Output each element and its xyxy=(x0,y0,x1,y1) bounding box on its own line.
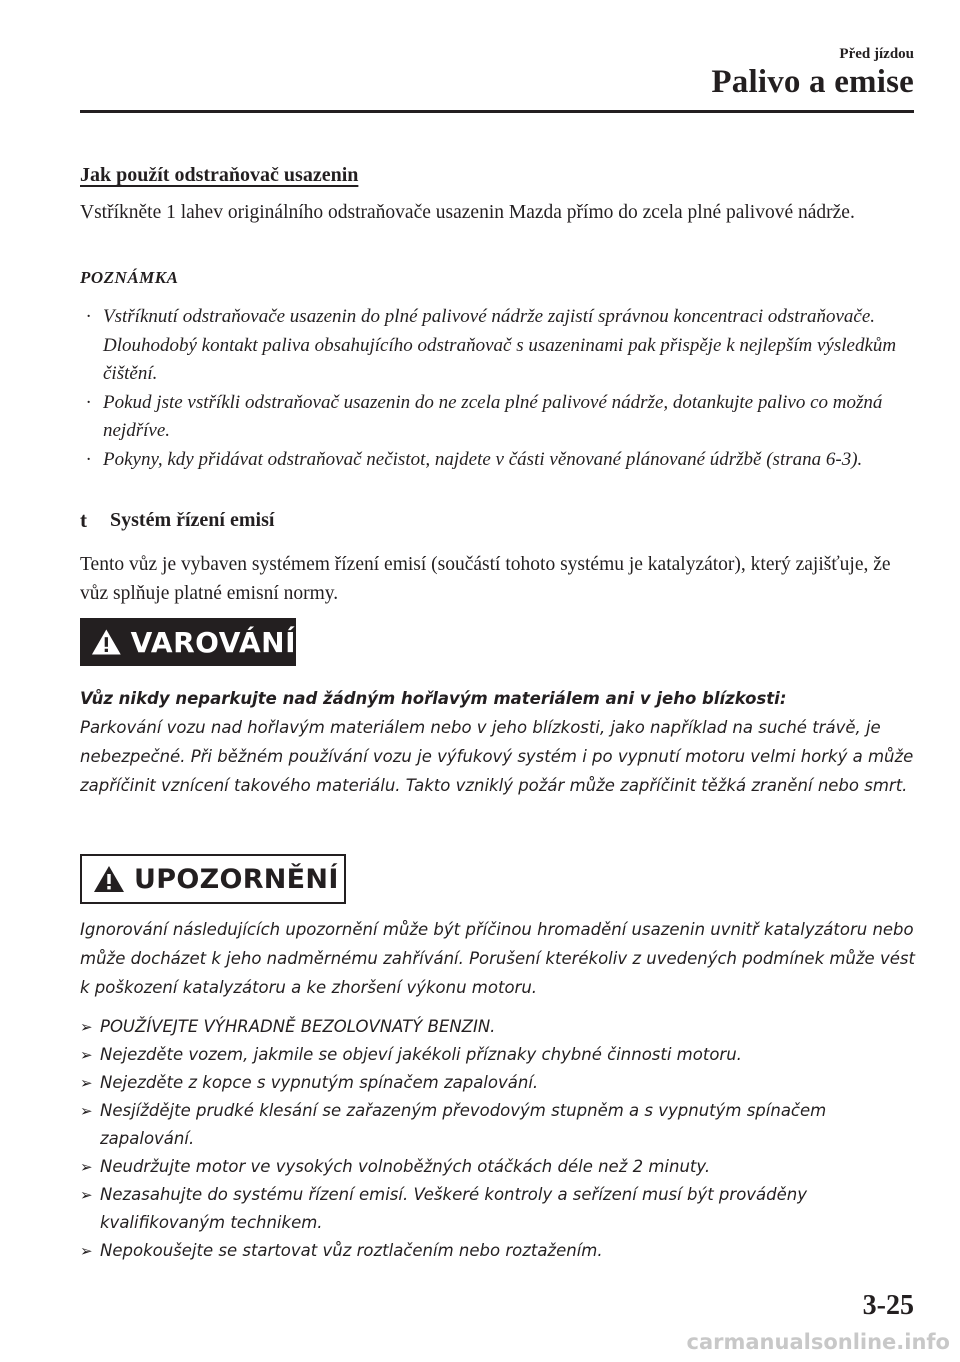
note-list xyxy=(80,303,914,474)
section-marker: t xyxy=(80,508,87,532)
arrow-icon: ➢ xyxy=(80,1018,93,1036)
caution-item: ➢ POUŽÍVEJTE VÝHRADNĚ BEZOLOVNATÝ BENZIN. xyxy=(80,1013,920,1041)
caution-text: Ignorování následujících upozornění může být příčinou hromadění usazenin uvnitř katalyzátoru nebo může docházet k jeho nadměrnému zahřívání. Porušení kterékoliv z uvedených podmínek může vést k poškození katalyzátoru a ke zhoršení výkonu motoru. xyxy=(80,920,915,997)
caution-list xyxy=(80,1013,920,1265)
caution-triangle-icon xyxy=(92,864,126,894)
warning-text: Parkování vozu nad hořlavým materiálem nebo v jeho blízkosti, jako například na suché trávě, je nebezpečné. Při běžném používání vozu je výfukový systém i po vypnutí motoru velmi horký a může zapříčinit vznícení takového materiálu. Takto vzniklý požár může zapříčinit těžká zranění nebo smrt. xyxy=(80,718,914,795)
warning-lead: Vůz nikdy neparkujte nad žádným hořlavým materiálem ani v jeho blízkosti: xyxy=(80,689,787,708)
caution-item: ➢ Nejezděte vozem, jakmile se objeví jakékoli příznaky chybné činnosti motoru. xyxy=(80,1041,920,1069)
warning-triangle-icon xyxy=(90,627,123,657)
note-block xyxy=(80,268,914,288)
warning-banner xyxy=(80,618,296,666)
note-label: POZNÁMKA xyxy=(80,268,179,287)
note-item: · Vstříknutí odstraňovače usazenin do plné palivové nádrže zajistí správnou koncentraci odstraňovače. Dlouhodobý kontakt paliva obsahujícího odstraňovač s usazeninami pak přispěje k nejlepším výsledkům čištění. xyxy=(86,306,897,384)
section-body xyxy=(80,198,914,227)
page-title: Palivo a emise xyxy=(711,64,914,100)
body-paragraph: Tento vůz je vybaven systémem řízení emisí (součástí tohoto systému je katalyzátor), který zajišťuje, že vůz splňuje platné emisní normy. xyxy=(80,554,891,604)
warning-content xyxy=(80,684,920,800)
caution-item: ➢ Nejezděte z kopce s vypnutým spínačem zapalování. xyxy=(80,1069,920,1097)
caution-item: ➢ Neudržujte motor ve vysokých volnoběžných otáčkách déle než 2 minuty. xyxy=(80,1153,920,1181)
note-item: · Pokud jste vstříkli odstraňovač usazenin do ne zcela plné palivové nádrže, dotankujte palivo co možná nejdříve. xyxy=(86,391,883,441)
caution-banner xyxy=(80,854,346,904)
arrow-icon: ➢ xyxy=(80,1102,93,1120)
body-paragraph: Vstříkněte 1 lahev originálního odstraňovače usazenin Mazda přímo do zcela plné palivové nádrže. xyxy=(80,202,855,223)
arrow-icon: ➢ xyxy=(80,1186,93,1204)
caution-item: ➢ Nepokoušejte se startovat vůz roztlačením nebo roztažením. xyxy=(80,1237,920,1265)
caution-content xyxy=(80,915,920,1002)
section-deposit-remover xyxy=(80,164,914,187)
watermark: carmanualsonline.info xyxy=(686,1330,950,1354)
page-number: 3-25 xyxy=(862,1290,914,1321)
arrow-icon: ➢ xyxy=(80,1158,93,1176)
header-rule xyxy=(80,110,914,113)
section-body xyxy=(80,550,914,608)
section-heading: Systém řízení emisí xyxy=(110,509,275,531)
chapter-label: Před jízdou xyxy=(839,46,914,62)
arrow-icon: ➢ xyxy=(80,1242,93,1260)
warning-label: VAROVÁNÍ xyxy=(130,625,296,659)
arrow-icon: ➢ xyxy=(80,1046,93,1064)
section-heading: Jak použít odstraňovač usazenin xyxy=(80,164,359,186)
caution-item: ➢ Nesjíždějte prudké klesání se zařazeným převodovým stupněm a s vypnutým spínačem zapalování. xyxy=(80,1097,920,1153)
caution-item: ➢ Nezasahujte do systému řízení emisí. Veškeré kontroly a seřízení musí být prováděny kvalifikovaným technikem. xyxy=(80,1181,920,1237)
section-emission-control xyxy=(80,508,914,533)
arrow-icon: ➢ xyxy=(80,1074,93,1092)
caution-label: UPOZORNĚNÍ xyxy=(134,863,339,895)
note-item: · Pokyny, kdy přidávat odstraňovač nečistot, najdete v části věnované plánované údržbě (strana 6-3). xyxy=(86,448,863,470)
